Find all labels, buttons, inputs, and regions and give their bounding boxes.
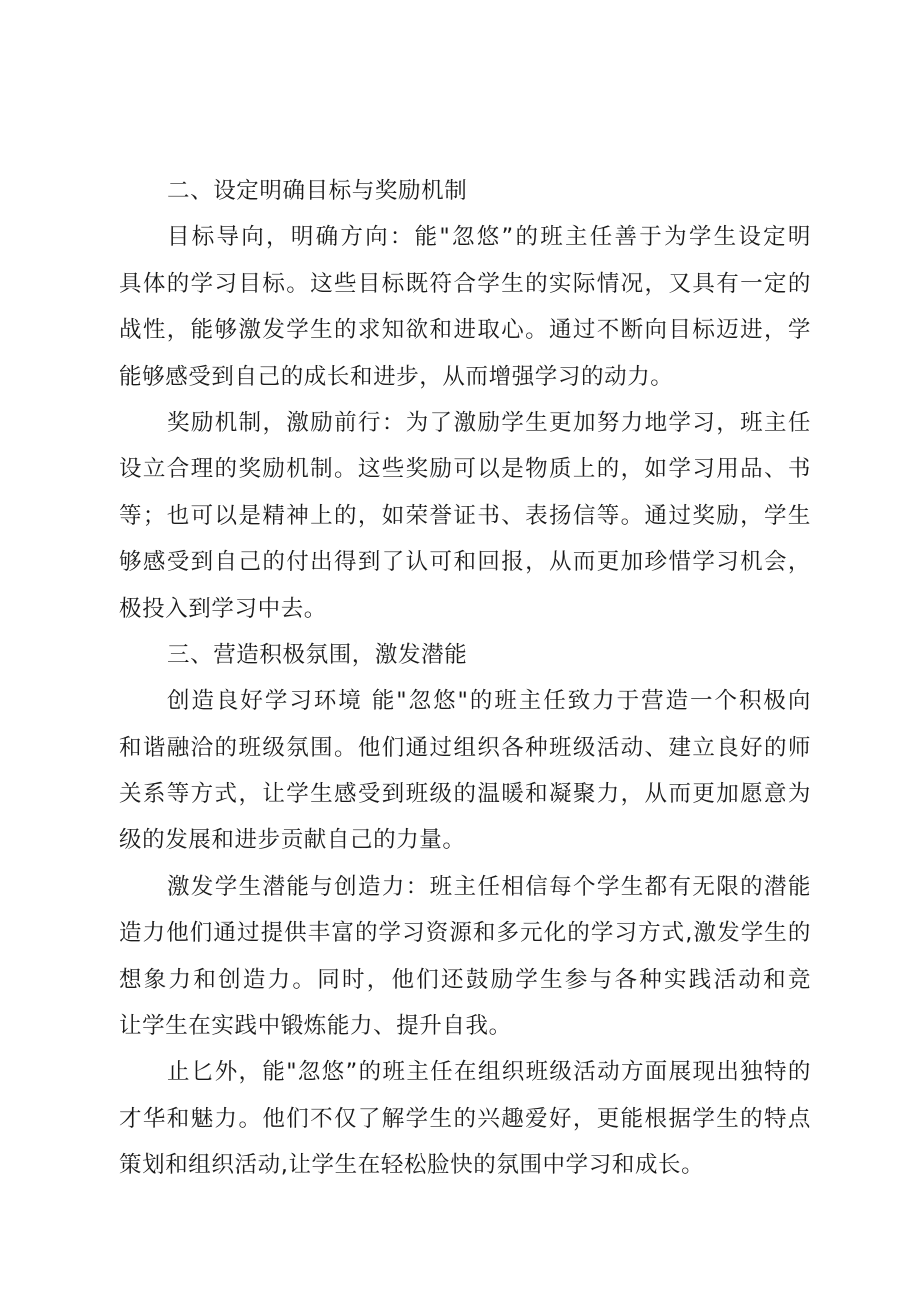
text-line: 让学生在实践中锻炼能力、提升自我。 (119, 1013, 512, 1040)
text-line: 级的发展和进步贡献自己的力量。 (119, 827, 466, 854)
paragraph-student-potential (119, 864, 811, 1050)
section-heading-2: 二、设定明确目标与奖励机制 (167, 178, 468, 204)
paragraph-reward-mechanism (119, 400, 811, 632)
text-line: 关系等方式，让学生感受到班级的温暖和凝聚力，从而更加愿意为 (119, 781, 811, 808)
text-line: 激发学生潜能与创造力：班主任相信每个学生都有无限的潜能 (167, 873, 811, 900)
document-body (119, 168, 811, 1189)
paragraph-class-activities (119, 1049, 811, 1188)
text-line: 极投入到学习中去。 (119, 595, 327, 622)
text-line: 战性，能够激发学生的求知欲和进取心。通过不断向目标迈进，学 (119, 317, 811, 344)
paragraph-goal-orientation (119, 214, 811, 400)
text-line: 造力他们通过提供丰富的学习资源和多元化的学习方式,激发学生的 (119, 920, 811, 947)
text-line: 策划和组织活动,让学生在轻松脸快的氛围中学习和成长。 (119, 1152, 705, 1179)
text-line: 够感受到自己的付出得到了认可和回报，从而更加珍惜学习机会， (119, 549, 811, 576)
text-line: 想象力和创造力。同时，他们还鼓励学生参与各种实践活动和竞 (119, 966, 811, 993)
text-line: 等；也可以是精神上的，如荣誉证书、表扬信等。通过奖励，学生 (119, 502, 811, 529)
text-line: 目标导向，明确方向：能"忽悠”的班主任善于为学生设定明 (167, 224, 811, 251)
text-line: 具体的学习目标。这些目标既符合学生的实际情况，又具有一定的 (119, 270, 811, 297)
paragraph-learning-environment (119, 678, 811, 864)
text-line: 奖励机制，激励前行：为了激励学生更加努力地学习，班主任 (167, 409, 811, 436)
text-line: 设立合理的奖励机制。这些奖励可以是物质上的，如学习用品、书 (119, 456, 811, 483)
text-line: 止匕外，能"忽悠”的班主任在组织班级活动方面展现出独特的 (167, 1059, 811, 1086)
text-line: 才华和魅力。他们不仅了解学生的兴趣爱好，更能根据学生的特点 (119, 1105, 811, 1132)
text-line: 创造良好学习环境 能"忽悠"的班主任致力于营造一个积极向 (167, 688, 811, 715)
text-line: 和谐融洽的班级氛围。他们通过组织各种班级活动、建立良好的师 (119, 734, 811, 761)
text-line: 能够感受到自己的成长和进步，从而增强学习的动力。 (119, 363, 674, 390)
section-heading-3: 三、营造积极氛围，激发潜能 (167, 641, 468, 668)
